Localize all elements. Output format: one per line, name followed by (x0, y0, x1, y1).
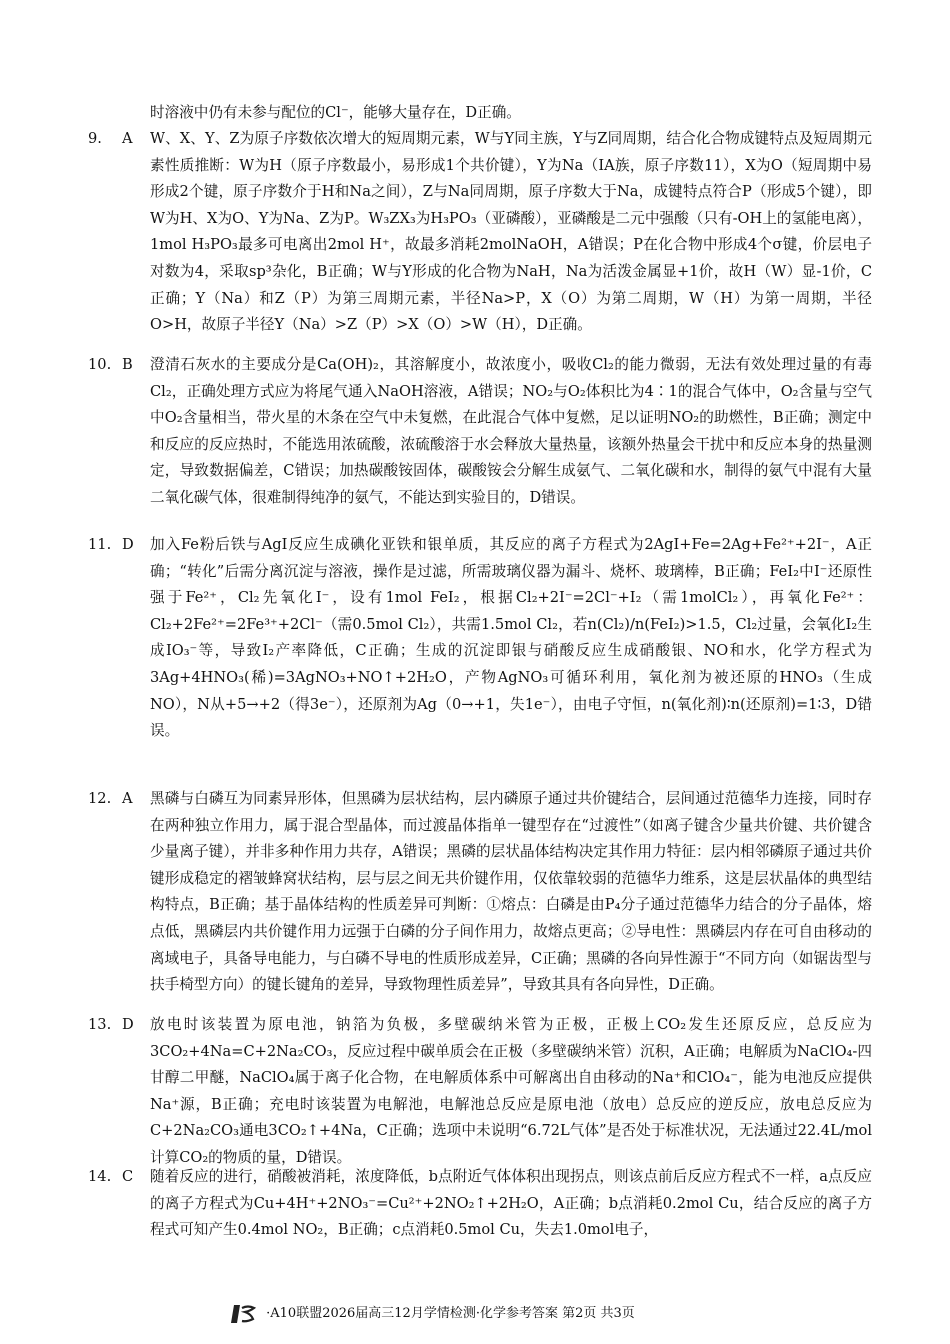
answer-item-10 (88, 352, 872, 512)
item-answer: A (122, 130, 133, 147)
brand-logo-icon (228, 1302, 258, 1326)
item-number: 13. (88, 1016, 112, 1033)
continuation-paragraph: 时溶液中仍有未参与配位的Cl⁻，能够大量存在，D正确。 (150, 104, 521, 121)
answer-item-12 (88, 786, 872, 999)
item-number: 14. (88, 1168, 112, 1185)
footer-text: ·A10联盟2026届高三12月学情检测·化学参考答案 第2页 共3页 (266, 1306, 635, 1321)
item-explanation: 加入Fe粉后铁与AgI反应生成碘化亚铁和银单质，其反应的离子方程式为2AgI+Fe=2Ag+Fe²⁺+2I⁻，A正确；“转化”后需分离沉淀与溶液，操作是过滤，所需玻璃仪器为漏斗、烧杯、玻璃棒，B正确；FeI₂中I⁻还原性强于Fe²⁺，Cl₂先氧化I⁻，设有1mol FeI₂，根据Cl₂+2I⁻=2Cl⁻+I₂（需1molCl₂），再氧化Fe²⁺：Cl₂+2Fe²⁺=2Fe³⁺+2Cl⁻（需0.5mol Cl₂），共需1.5mol Cl₂，若n(Cl₂)/n(FeI₂)>1.5，Cl₂过量，会氧化I₂生成IO₃⁻等，导致I₂产率降低，C正确；生成的沉淀即银与硝酸反应生成硝酸银、NO和水，化学方程式为3Ag+4HNO₃(稀)=3AgNO₃+NO↑+2H₂O，产物AgNO₃可循环利用，氧化剂为被还原的HNO₃（生成NO），N从+5→+2（得3e⁻），还原剂为Ag（0→+1，失1e⁻），由电子守恒，n(氧化剂)∶n(还原剂)=1∶3，D错误。 (150, 536, 872, 740)
item-answer: D (122, 536, 134, 553)
item-answer: A (122, 790, 133, 807)
item-answer: B (122, 356, 133, 373)
item-answer: D (122, 1016, 134, 1033)
item-number: 11. (88, 536, 112, 553)
item-explanation: 随着反应的进行，硝酸被消耗，浓度降低，b点附近气体体积出现拐点，则该点前后反应方程式不一样，a点反应的离子方程式为Cu+4H⁺+2NO₃⁻=Cu²⁺+2NO₂↑+2H₂O，A正确；b点消耗0.2mol Cu，结合反应的离子方程式可知产生0.4mol NO₂，B正确；c点消耗0.5mol Cu，失去1.0mol电子， (150, 1168, 872, 1239)
item-answer: C (122, 1168, 134, 1185)
answer-item-9 (88, 126, 872, 339)
answer-item-13 (88, 1012, 872, 1172)
answer-item-14 (88, 1164, 872, 1244)
item-explanation: 澄清石灰水的主要成分是Ca(OH)₂，其溶解度小，故浓度小，吸收Cl₂的能力微弱，无法有效处理过量的有毒Cl₂，正确处理方式应为将尾气通入NaOH溶液，A错误；NO₂与O₂体积比为4∶1的混合气体中，O₂含量与空气中O₂含量相当，带火星的木条在空气中未复燃，在此混合气体中复燃，足以证明NO₂的助燃性，B正确；测定中和反应的反应热时，不能选用浓硫酸，浓硫酸溶于水会释放大量热量，该额外热量会干扰中和反应本身的热量测定，导致数据偏差，C错误；加热碳酸铵固体，碳酸铵会分解生成氨气、二氧化碳和水，制得的氨气中混有大量二氧化碳气体，很难制得纯净的氨气，不能达到实验目的，D错误。 (150, 356, 872, 506)
item-explanation: 放电时该装置为原电池，钠箔为负极，多壁碳纳米管为正极，正极上CO₂发生还原反应，总反应为3CO₂+4Na=C+2Na₂CO₃，反应过程中碳单质会在正极（多壁碳纳米管）沉积，A正确；电解质为NaClO₄-四甘醇二甲醚，NaClO₄属于离子化合物，在电解质体系中可解离出自由移动的Na⁺和ClO₄⁻，能为电池反应提供Na⁺源，B正确；充电时该装置为电解池，电解池总反应是原电池（放电）总反应的逆反应，放电总反应为C+2Na₂CO₃通电3CO₂↑+4Na，C正确；选项中未说明“6.72L气体”是否处于标准状况，无法通过22.4L/mol计算CO₂的物质的量，D错误。 (150, 1016, 872, 1166)
item-number: 10. (88, 356, 112, 373)
item-number: 9. (88, 130, 102, 147)
item-explanation: W、X、Y、Z为原子序数依次增大的短周期元素，W与Y同主族，Y与Z同周期，结合化合物成键特点及短周期元素性质推断：W为H（原子序数最小，易形成1个共价键），Y为Na（IA族，原子序数11），X为O（短周期中易形成2个键，原子序数介于H和Na之间），Z与Na同周期，原子序数大于Na，成键特点符合P（形成5个键），即W为H、X为O、Y为Na、Z为P。W₃ZX₃为H₃PO₃（亚磷酸），亚磷酸是二元中强酸（只有-OH上的氢能电离），1mol H₃PO₃最多可电离出2mol H⁺，故最多消耗2molNaOH，A错误；P在化合物中形成4个σ键，价层电子对数为4，采取sp³杂化，B正确；W与Y形成的化合物为NaH，Na为活泼金属显+1价，故H（W）显-1价，C正确；Y（Na）和Z（P）为第三周期元素，半径Na>P，X（O）为第二周期，W（H）为第一周期，半径O>H，故原子半径Y（Na）>Z（P）>X（O）>W（H），D正确。 (150, 130, 872, 334)
item-explanation: 黑磷与白磷互为同素异形体，但黑磷为层状结构，层内磷原子通过共价键结合，层间通过范德华力连接，同时存在两种独立作用力，属于混合型晶体，而过渡晶体指单一键型存在“过渡性”（如离子键含少量共价键、共价键含少量离子键），并非多种作用力共存，A错误；黑磷的层状晶体结构决定其作用力特征：层内相邻磷原子通过共价键形成稳定的褶皱蜂窝状结构，层与层之间无共价键作用，仅依靠较弱的范德华力维系，这是层状晶体的典型结构特点，B正确；基于晶体结构的性质差异可判断：①熔点：白磷是由P₄分子通过范德华力结合的分子晶体，熔点低，黑磷层内共价键作用力远强于白磷的分子间作用力，故熔点更高；②导电性：黑磷层内存在可自由移动的离域电子，具备导电能力，与白磷不导电的性质形成差异，C正确；黑磷的各向异性源于“不同方向（如锯齿型与扶手椅型方向）的键长键角的差异，导致物理性质差异”，导致其具有各向异性，D正确。 (150, 790, 872, 994)
page-footer (228, 1300, 868, 1328)
answer-item-11 (88, 532, 872, 745)
item-number: 12. (88, 790, 112, 807)
